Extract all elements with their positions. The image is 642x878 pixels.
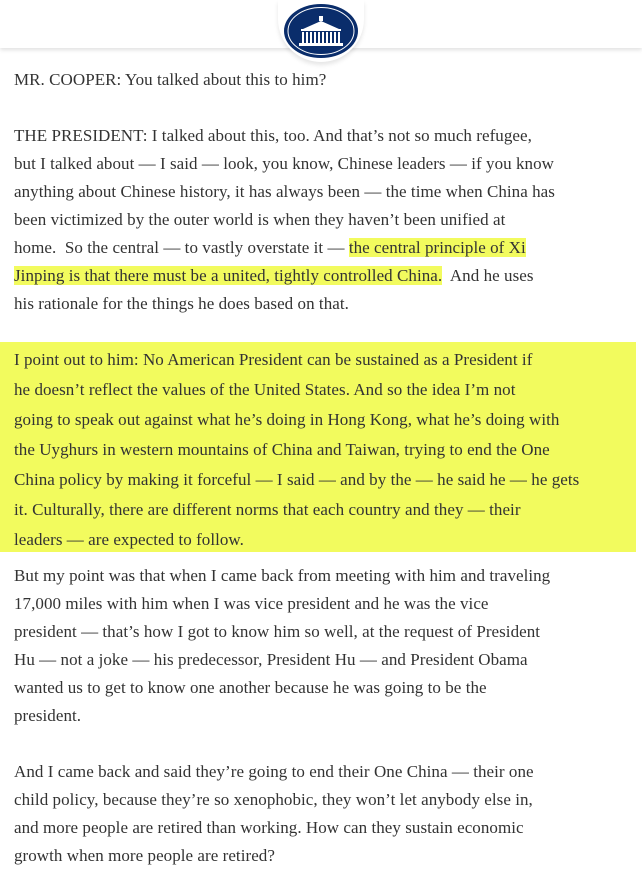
white-house-seal-icon[interactable] bbox=[278, 0, 364, 62]
transcript-line: 17,000 miles with him when I was vice president and he was the vice bbox=[14, 594, 489, 613]
transcript-line: the Uyghurs in western mountains of China and Taiwan, trying to end the One bbox=[14, 440, 550, 459]
transcript-line: going to speak out against what he’s doing in Hong Kong, what he’s doing with bbox=[14, 410, 560, 429]
transcript-line: child policy, because they’re so xenophobic, they won’t let anybody else in, bbox=[14, 790, 533, 809]
transcript-line bbox=[14, 234, 634, 262]
transcript-line: but I talked about — I said — look, you know, Chinese leaders — if you know bbox=[14, 154, 554, 173]
transcript-line: China policy by making it forceful — I said — and by the — he said he — he gets bbox=[14, 470, 580, 489]
transcript-line: But my point was that when I came back from meeting with him and traveling bbox=[14, 566, 551, 585]
transcript-paragraph-5 bbox=[14, 758, 634, 870]
transcript-line: leaders — are expected to follow. bbox=[14, 530, 244, 549]
transcript-paragraph-1 bbox=[14, 66, 634, 94]
transcript-line: it. Culturally, there are different norms that each country and they — their bbox=[14, 500, 521, 519]
transcript-line: president. bbox=[14, 706, 82, 725]
transcript-line: wanted us to get to know one another because he was going to be the bbox=[14, 678, 487, 697]
highlighted-paragraph bbox=[0, 342, 636, 552]
transcript-line: THE PRESIDENT: I talked about this, too. And that’s not so much refugee, bbox=[14, 126, 532, 145]
transcript-line: his rationale for the things he does based on that. bbox=[14, 294, 349, 313]
transcript-paragraph-4 bbox=[14, 562, 634, 730]
transcript-text: home. So the central — to vastly overstate it — bbox=[14, 238, 349, 257]
transcript-line: And I came back and said they’re going to end their One China — their one bbox=[14, 762, 534, 781]
transcript-line: been victimized by the outer world is when they haven’t been unified at bbox=[14, 210, 506, 229]
transcript-line: Hu — not a joke — his predecessor, President Hu — and President Obama bbox=[14, 650, 528, 669]
seal-graphic bbox=[281, 2, 361, 60]
transcript-line: president — that’s how I got to know him so well, at the request of President bbox=[14, 622, 541, 641]
transcript-line: anything about Chinese history, it has always been — the time when China has bbox=[14, 182, 555, 201]
highlighted-text: the central principle of Xi bbox=[348, 238, 526, 257]
transcript-line: growth when more people are retired? bbox=[14, 846, 275, 865]
transcript-paragraph-2 bbox=[14, 122, 634, 318]
transcript-line: he doesn’t reflect the values of the United States. And so the idea I’m not bbox=[14, 380, 516, 399]
transcript-line: and more people are retired than working. How can they sustain economic bbox=[14, 818, 524, 837]
highlighted-block bbox=[14, 342, 636, 554]
highlighted-text: Jinping is that there must be a united, tightly controlled China. bbox=[14, 266, 443, 285]
transcript-text: And he uses bbox=[442, 266, 534, 285]
transcript-line: MR. COOPER: You talked about this to him? bbox=[14, 70, 327, 89]
transcript-line bbox=[14, 262, 634, 290]
transcript-line: I point out to him: No American President can be sustained as a President if bbox=[14, 350, 533, 369]
